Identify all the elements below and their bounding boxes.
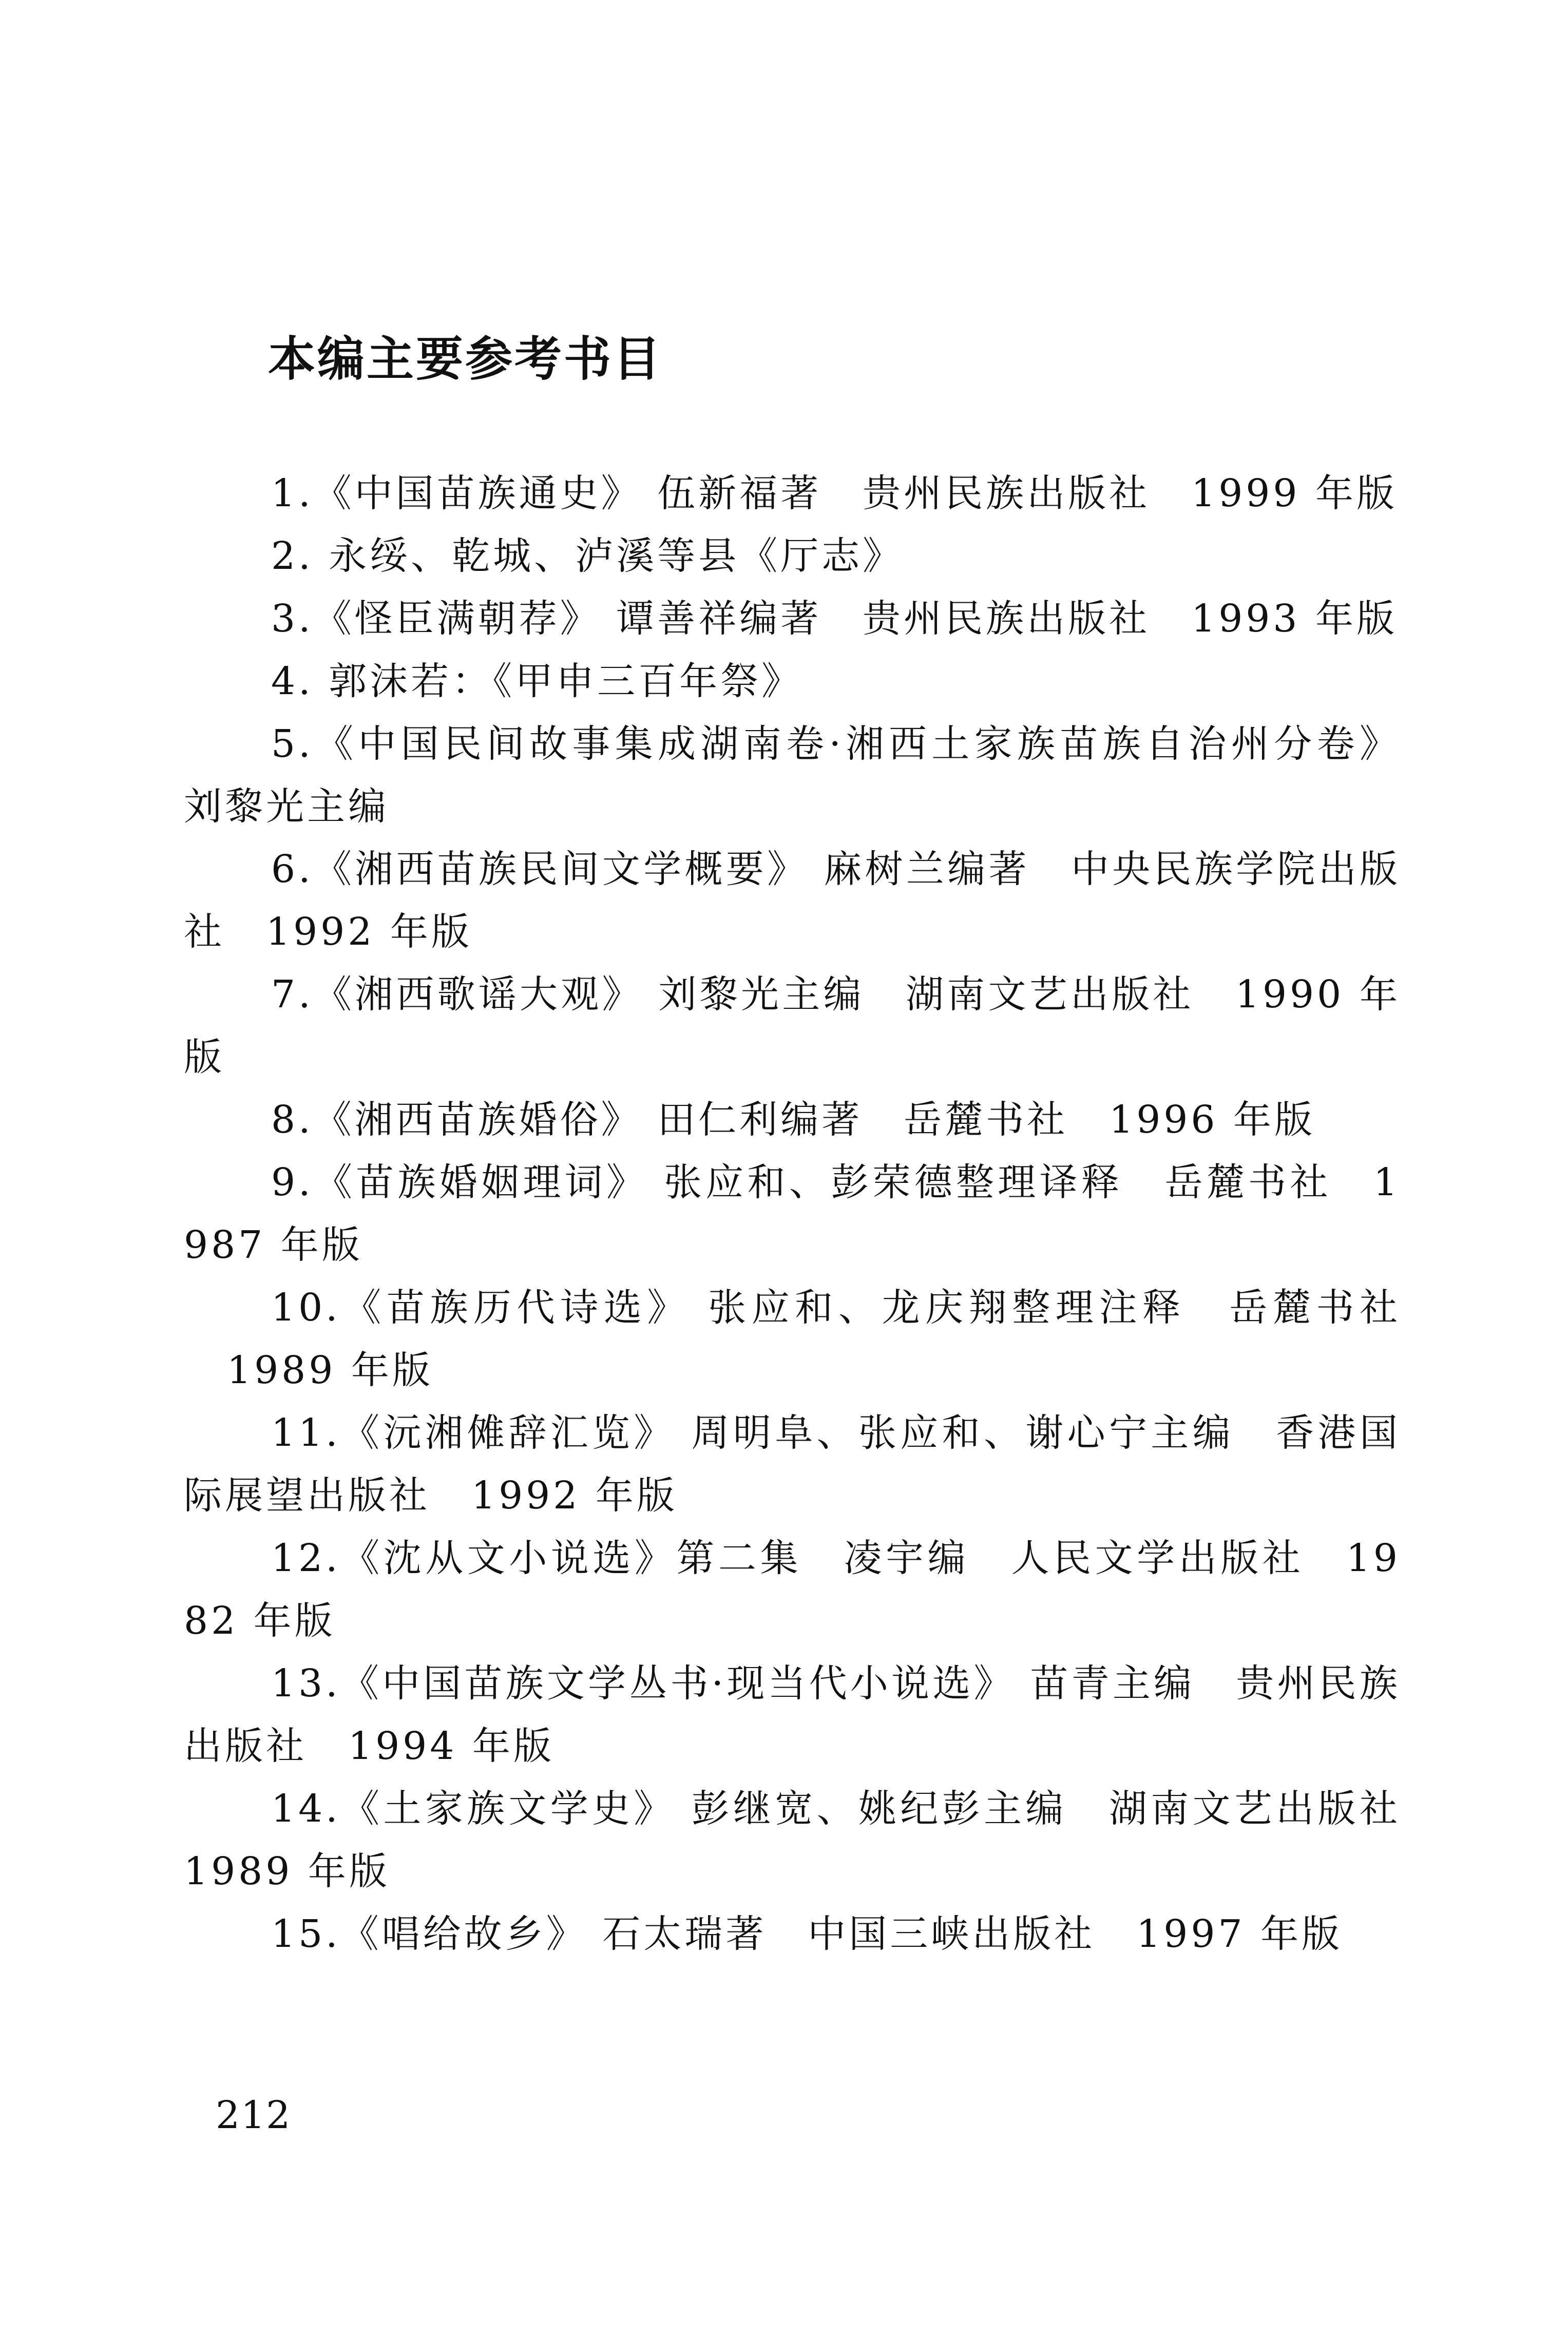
reference-item-13: 13.《中国苗族文学丛书·现当代小说选》 苗青主编 贵州民族出版社 1994 年版 — [184, 1661, 1401, 1768]
reference-item-12: 12.《沈从文小说选》第二集 凌宇编 人民文学出版社 1982 年版 — [184, 1536, 1401, 1643]
reference-item-7: 7.《湘西歌谣大观》 刘黎光主编 湖南文艺出版社 1990 年版 — [184, 972, 1401, 1079]
reference-item-4: 4. 郭沫若：《甲申三百年祭》 — [271, 659, 803, 703]
reference-item-3: 3.《怪臣满朝荐》 谭善祥编著 贵州民族出版社 1993 年版 — [271, 597, 1398, 641]
reference-item-5: 5.《中国民间故事集成湖南卷·湘西土家族苗族自治州分卷》 刘黎光主编 — [184, 722, 1401, 829]
reference-item-15: 15.《唱给故乡》 石太瑞著 中国三峡出版社 1997 年版 — [271, 1912, 1343, 1956]
reference-item-14: 14.《土家族文学史》 彭继宽、姚纪彭主编 湖南文艺出版社 1989 年版 — [184, 1787, 1442, 1893]
reference-item-8: 8.《湘西苗族婚俗》 田仁利编著 岳麓书社 1996 年版 — [271, 1098, 1315, 1142]
reference-item-10: 10.《苗族历代诗选》 张应和、龙庆翔整理注释 岳麓书社 1989 年版 — [227, 1286, 1442, 1392]
reference-item-2: 2. 永绥、乾城、泸溪等县《厅志》 — [271, 534, 904, 578]
reference-list — [184, 462, 1442, 1965]
reference-item-11: 11.《沅湘傩辞汇览》 周明阜、张应和、谢心宁主编 香港国际展望出版社 1992 年版 — [184, 1411, 1401, 1518]
reference-item-9: 9.《苗族婚姻理词》 张应和、彭荣德整理译释 岳麓书社 1987 年版 — [184, 1160, 1401, 1267]
page-title: 本编主要参考书目 — [268, 332, 663, 387]
reference-item-6: 6.《湘西苗族民间文学概要》 麻树兰编著 中央民族学院出版社 1992 年版 — [184, 847, 1401, 954]
page-number: 212 — [216, 2093, 292, 2137]
reference-item-1: 1.《中国苗族通史》 伍新福著 贵州民族出版社 1999 年版 — [271, 471, 1398, 515]
